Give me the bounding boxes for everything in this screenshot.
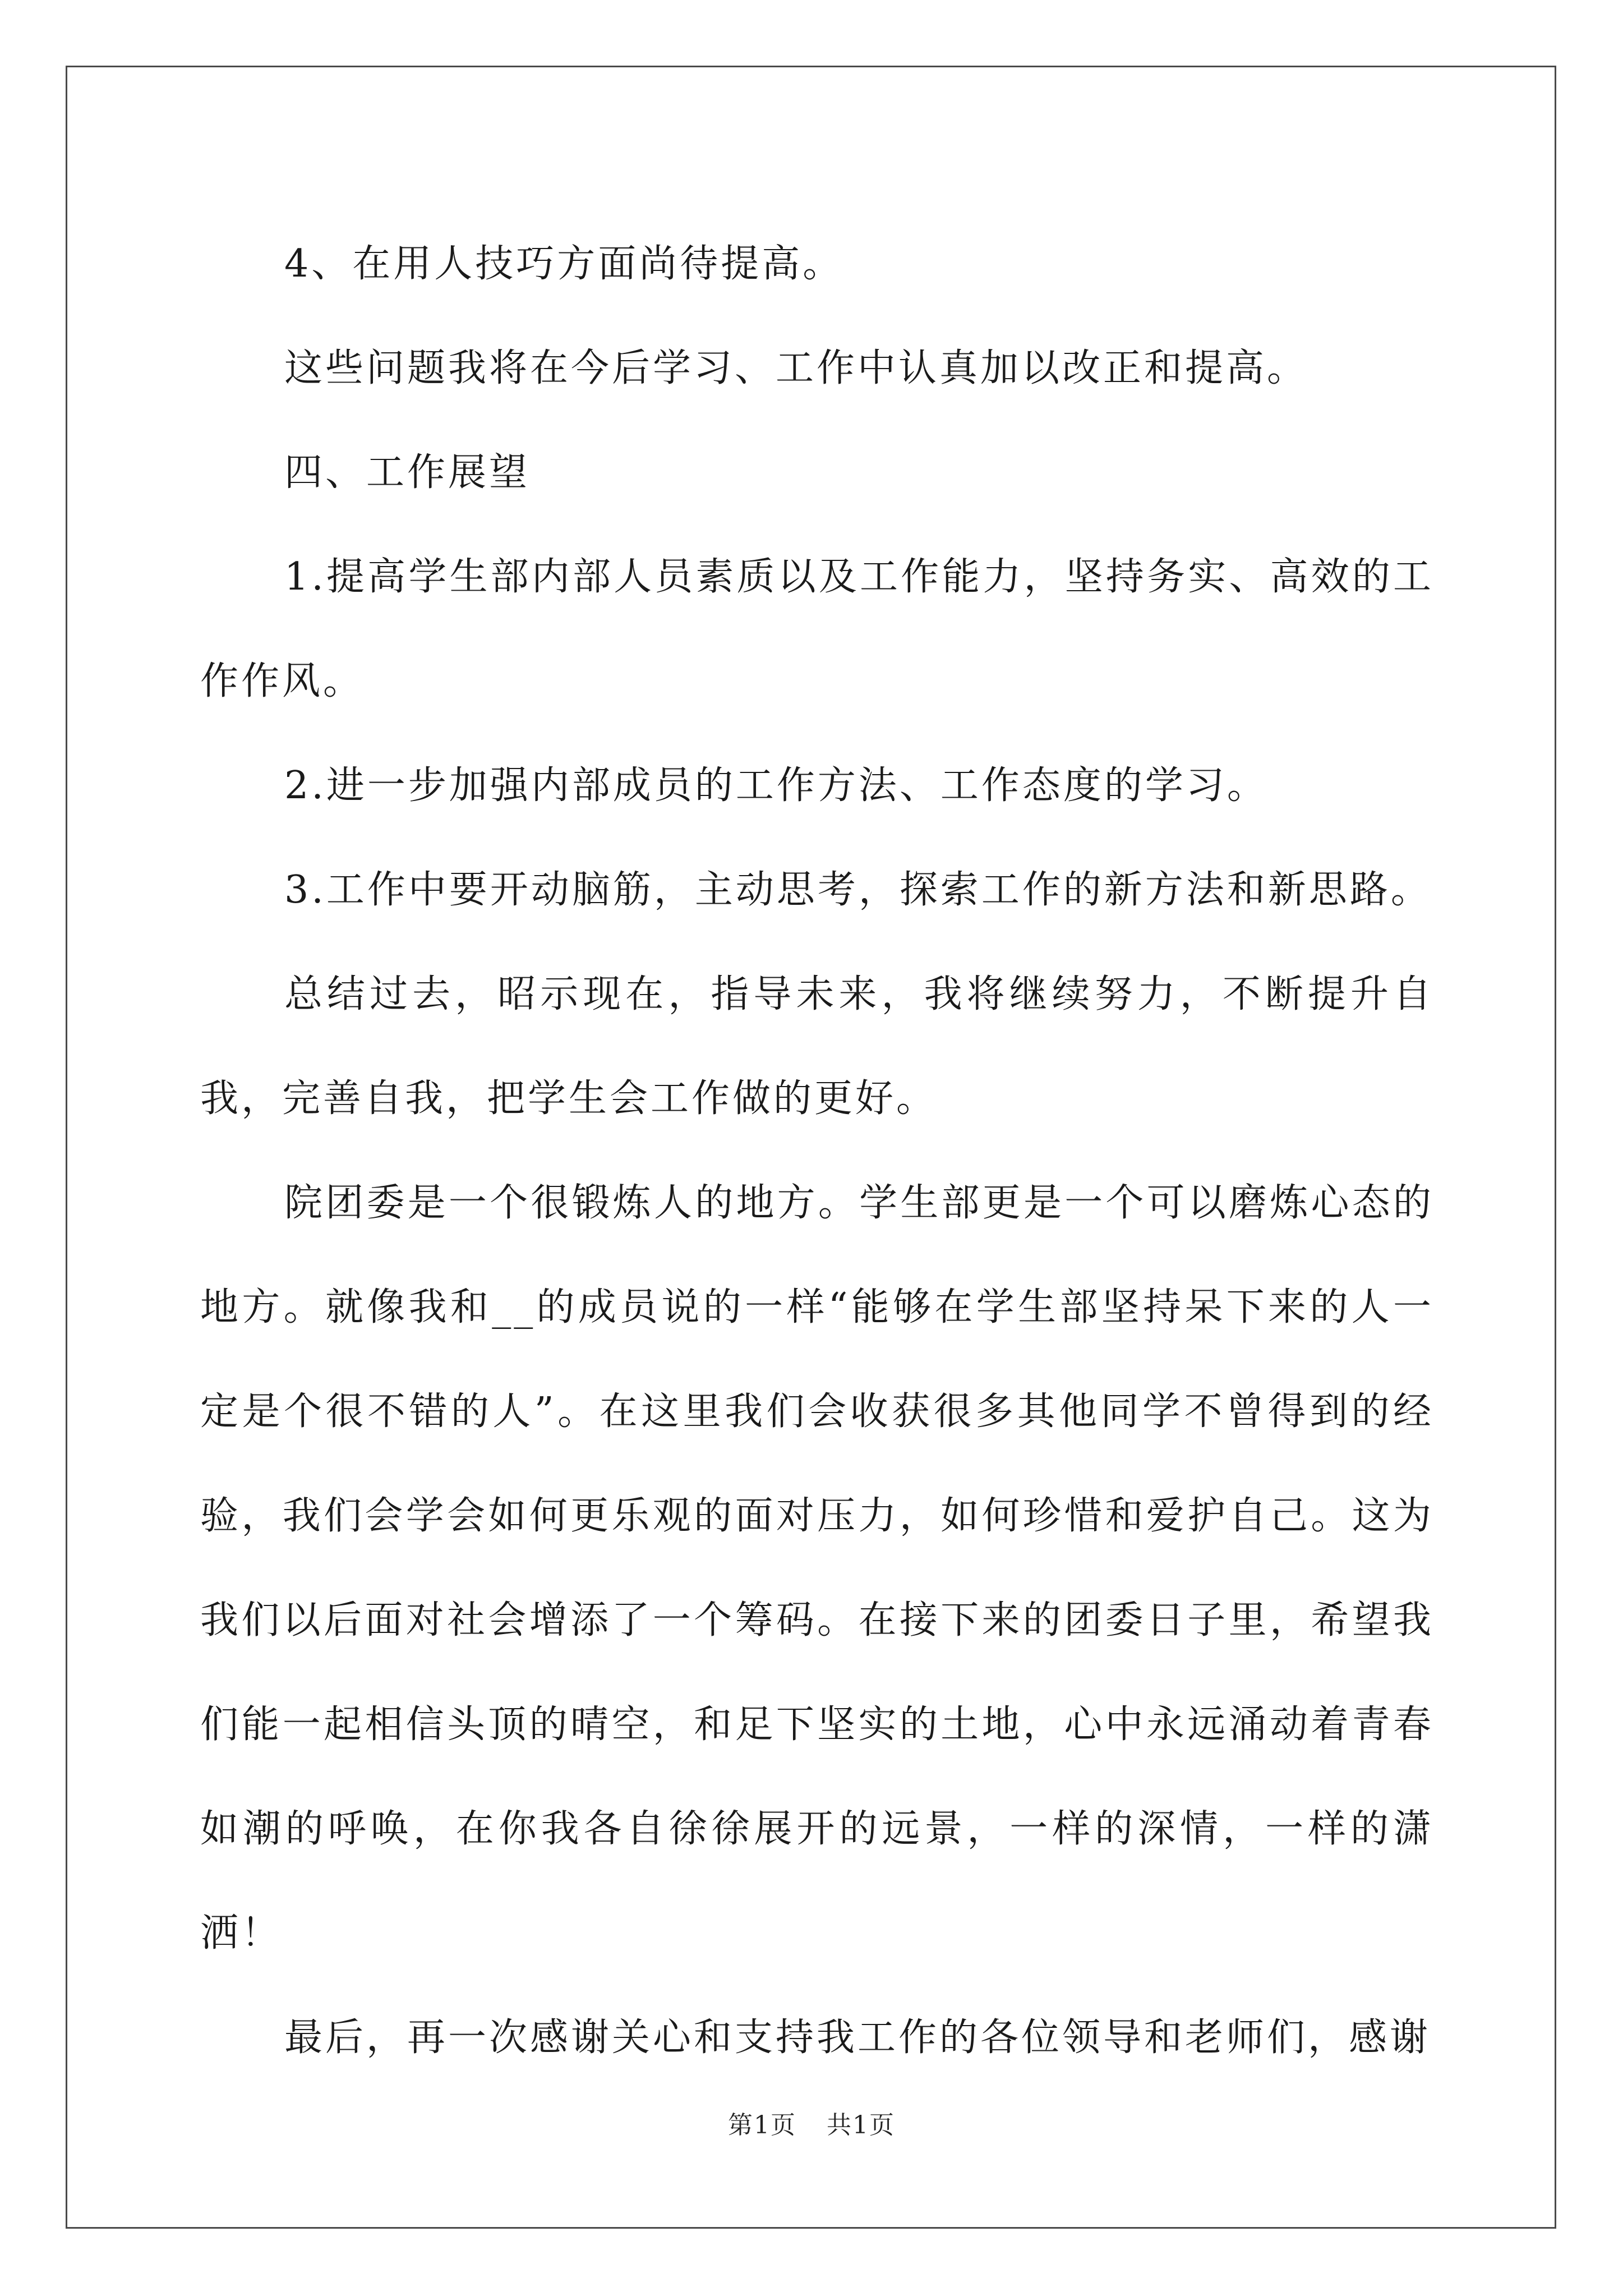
paragraph: 最后，再一次感谢关心和支持我工作的各位领导和老师们，感谢 — [284, 2016, 1431, 2060]
paragraph: 2.进一步加强内部成员的工作方法、工作态度的学习。 — [284, 763, 1268, 808]
paragraph: 这些问题我将在今后学习、工作中认真加以改正和提高。 — [284, 346, 1308, 390]
section-heading: 四、工作展望 — [284, 450, 531, 495]
paragraph: 4、在用人技巧方面尚待提高。 — [284, 242, 844, 286]
paragraph: 院团委是一个很锻炼人的地方。学生部更是一个可以磨炼心态的地方。就像我和__的成员说的一样“能够在学生部坚持呆下来的人一定是个很不错的人”。在这里我们会收获很多其他同学不曾得到的经验，我们会学会如何更乐观的面对压力，如何珍惜和爱护自己。这为我们以后面对社会增添了一个筹码。在接下来的团委日子里，希望我们能一起相信头顶的晴空，和足下坚实的土地，心中永远涌动着青春如潮的呼唤，在你我各自徐徐展开的远景，一样的深情，一样的潇洒！ — [200, 1181, 1434, 1955]
paragraph: 总结过去，昭示现在，指导未来，我将继续努力，不断提升自我，完善自我，把学生会工作做的更好。 — [200, 972, 1434, 1121]
page-footer — [0, 2105, 1623, 2141]
page-number: 第1页 — [728, 2111, 796, 2139]
paragraph: 3.工作中要开动脑筋，主动思考，探索工作的新方法和新思路。 — [284, 868, 1432, 912]
document-body — [200, 212, 1434, 2090]
page-total: 共1页 — [827, 2111, 895, 2139]
paragraph: 1.提高学生部内部人员素质以及工作能力，坚持务实、高效的工作作风。 — [200, 555, 1434, 703]
